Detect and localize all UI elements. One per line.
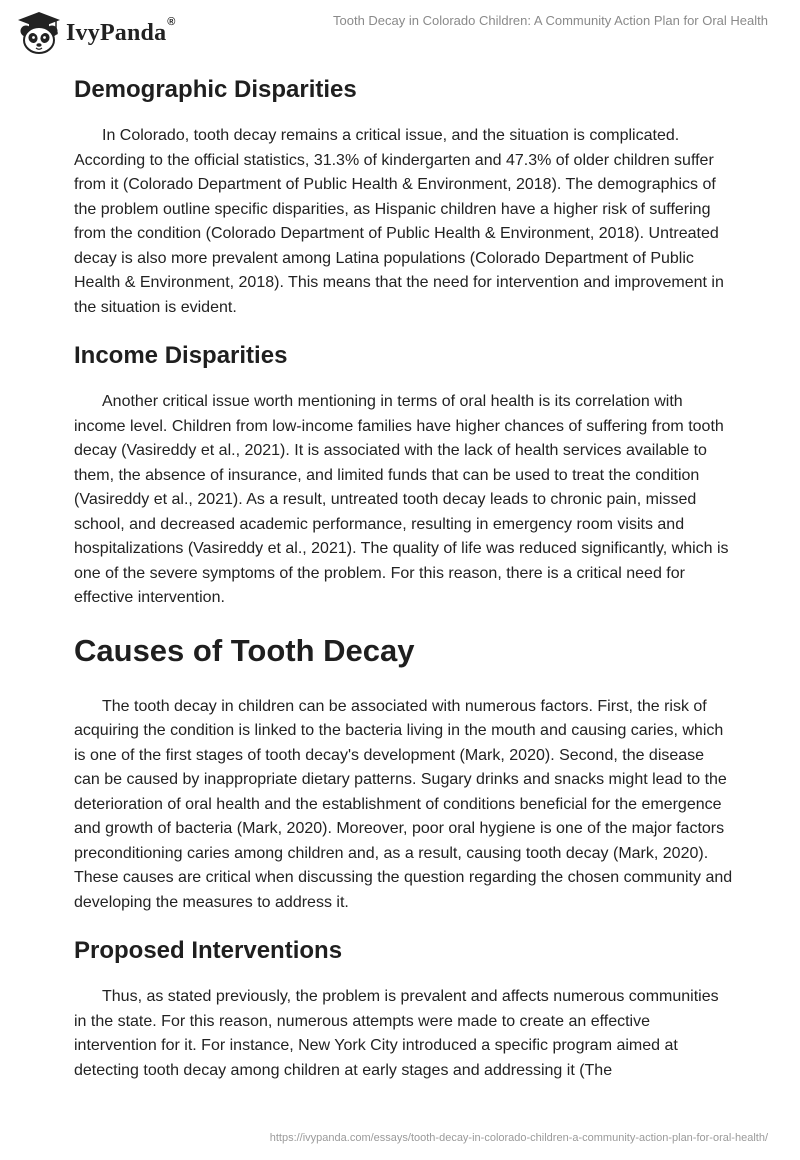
section-heading-causes: Causes of Tooth Decay bbox=[74, 632, 415, 668]
panda-graduate-icon bbox=[16, 10, 62, 56]
section-heading-demographic: Demographic Disparities bbox=[74, 76, 357, 103]
section-paragraph-causes: The tooth decay in children can be associated with numerous factors. First, the risk of acquiring the condition is linked to the bacteria living in the mouth and causing caries, which is one of the first stages of tooth decay's development (Mark, 2020). Second, the disease can be caused by inappropriate dietary patterns. Sugary drinks and snacks might lead to the deterioration of oral health and the establishment of conditions beneficial for the emergence and growth of bacteria (Mark, 2020). Moreover, poor oral hygiene is one of the major factors preconditioning caries among children and, as a result, causing tooth decay (Mark, 2020). These causes are critical when discussing the question regarding the chosen community and developing the measures to address it. bbox=[74, 697, 733, 911]
page-header bbox=[0, 0, 800, 64]
ivypanda-logo[interactable] bbox=[16, 10, 176, 56]
section-paragraph-income: Another critical issue worth mentioning in terms of oral health is its correlation with income level. Children from low-income families have higher chances of suffering from tooth decay (Vasireddy et al., 2021). It is associated with the lack of health services available to them, the absence of insurance, and limited funds that can be used to treat the condition (Vasireddy et al., 2021). As a result, untreated tooth decay leads to chronic pain, missed school, and decreased academic performance, resulting in emergency room visits and hospitalizations (Vasireddy et al., 2021). The quality of life was reduced significantly, which is one of the severe symptoms of the problem. For this reason, there is a critical need for effective intervention. bbox=[74, 393, 729, 606]
registered-mark: ® bbox=[167, 15, 176, 28]
logo-wordmark: IvyPanda® bbox=[66, 15, 176, 46]
source-url[interactable]: https://ivypanda.com/essays/tooth-decay-in-colorado-children-a-community-action-plan-for-oral-health/ bbox=[269, 1132, 768, 1144]
section-heading-income: Income Disparities bbox=[74, 342, 288, 369]
running-title: Tooth Decay in Colorado Children: A Community Action Plan for Oral Health bbox=[333, 13, 768, 28]
section-paragraph-interventions: Thus, as stated previously, the problem is prevalent and affects numerous communities in the state. For this reason, numerous attempts were made to create an effective intervention for it. For instance, New York City introduced a specific program aimed at detecting tooth decay among children at early stages and addressing it (The bbox=[74, 988, 719, 1079]
essay-content bbox=[74, 70, 734, 1083]
section-paragraph-demographic: In Colorado, tooth decay remains a critical issue, and the situation is complicated. According to the official statistics, 31.3% of kindergarten and 47.3% of older children suffer from it (Colorado Department of Public Health & Environment, 2018). The demographics of the problem outline specific disparities, as Hispanic children have a higher risk of suffering from the condition (Colorado Department of Public Health & Environment, 2018). Untreated decay is also more prevalent among Latina populations (Colorado Department of Public Health & Environment, 2018). This means that the need for intervention and improvement in the situation is evident. bbox=[74, 127, 724, 316]
section-heading-interventions: Proposed Interventions bbox=[74, 937, 343, 964]
